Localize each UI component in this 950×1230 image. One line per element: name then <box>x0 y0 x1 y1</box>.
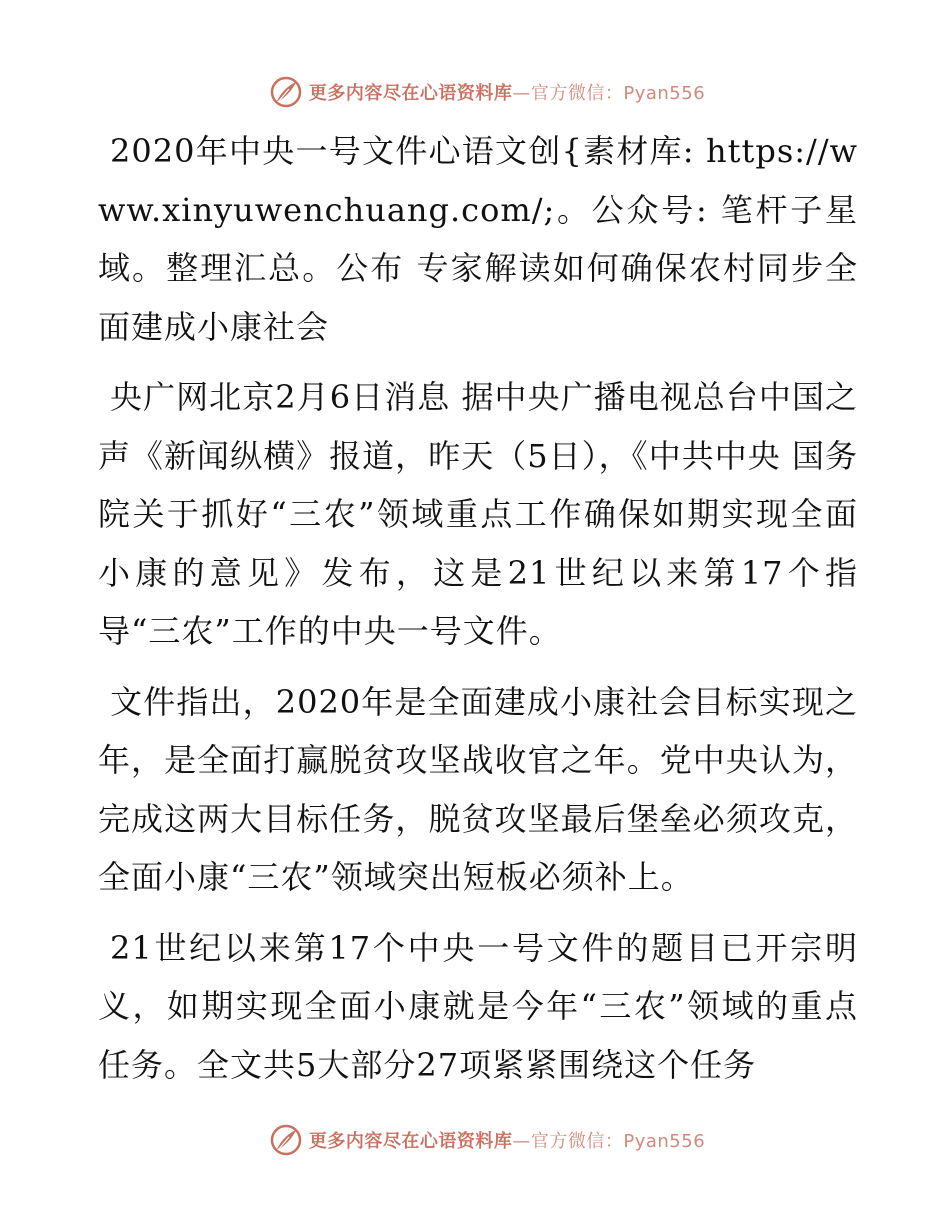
feather-pen-icon <box>269 1123 303 1157</box>
paragraph-2: 央广网北京2月6日消息 据中央广播电视总台中国之声《新闻纵横》报道，昨天（5日），《中共中央 国务院关于抓好“三农”领域重点工作确保如期实现全面小康的意见》发布，这是21世纪以来第17个指导“三农”工作的中央一号文件。 <box>98 378 858 650</box>
banner-dash: — <box>512 83 531 104</box>
paragraph-1: 2020年中央一号文件心语文创{素材库: https://www.xinyuwenchuang.com/;。公众号: 笔杆子星域。整理汇总。公布 专家解读如何确保农村同步全面建成小康社会 <box>98 132 858 346</box>
header-watermark-banner <box>0 72 950 112</box>
banner-dash: — <box>512 1131 531 1152</box>
banner-account: Pyan556 <box>623 1131 706 1152</box>
paragraph-3: 文件指出，2020年是全面建成小康社会目标实现之年，是全面打赢脱贫攻坚战收官之年。党中央认为，完成这两大目标任务，脱贫攻坚最后堡垒必须攻克，全面小康“三农”领域突出短板必须补上。 <box>98 682 858 896</box>
paragraph-4: 21世纪以来第17个中央一号文件的题目已开宗明义，如期实现全面小康就是今年“三农”领域的重点任务。全文共5大部分27项紧紧围绕这个任务 <box>98 928 858 1084</box>
banner-sub-text: 官方微信： <box>530 1131 624 1152</box>
banner-account: Pyan556 <box>623 83 706 104</box>
banner-main-text: 更多内容尽在心语资料库 <box>308 1131 513 1152</box>
banner-sub-text: 官方微信： <box>530 83 624 104</box>
feather-pen-icon <box>269 75 303 109</box>
footer-watermark-banner <box>0 1120 950 1160</box>
banner-main-text: 更多内容尽在心语资料库 <box>308 83 513 104</box>
document-body <box>98 122 858 1106</box>
